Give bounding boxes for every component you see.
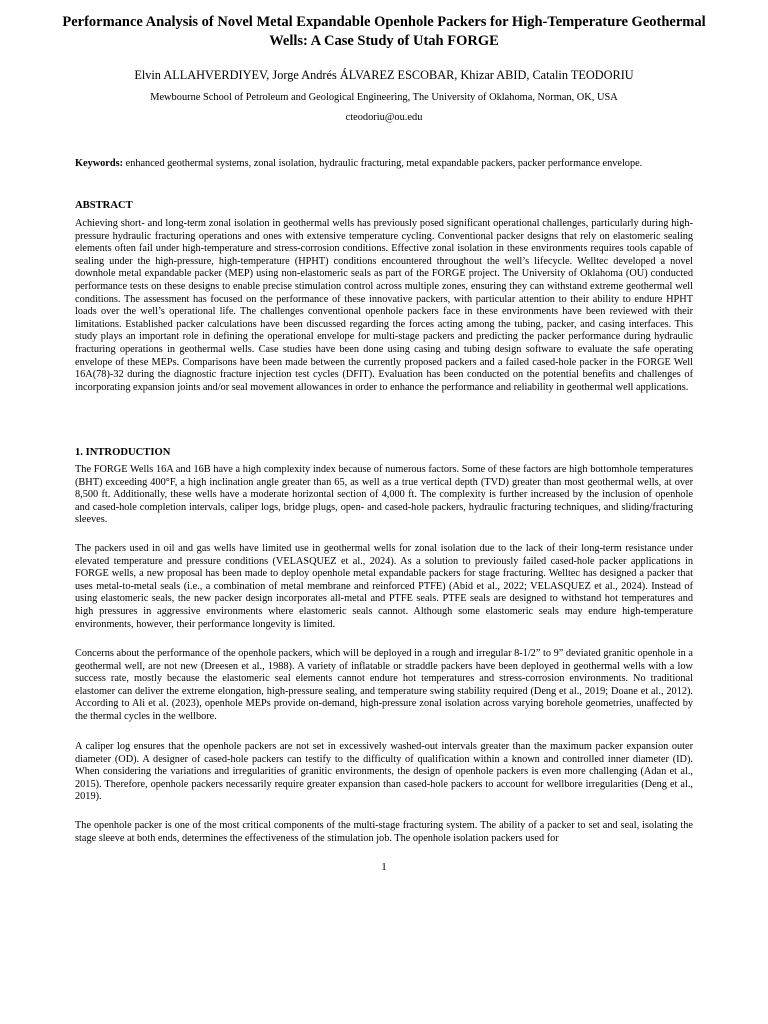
keywords-label: Keywords:: [75, 158, 124, 169]
intro-paragraph-1: The FORGE Wells 16A and 16B have a high complexity index because of numerous factors. Some of these factors are high bottomhole temperatures (BHT) exceeding 400°F, a high inclination angle greater than 65, as well as a true vertical depth (TVD) greater than most geothermal wells, at over 8,500 ft. Additionally, these wells have a moderate horizontal section of 4,000 ft. The complexity is further increased by the inclusion of openhole and cased-hole completion intervals, caliper logs, bridge plugs, open- and cased-hole packers, hydraulic fracturing techniques, and sliding/fracturing sleeves.: [75, 464, 693, 526]
intro-paragraph-3: Concerns about the performance of the openhole packers, which will be deployed in a rough and irregular 8-1/2” to 9” deviated granitic openhole in a geothermal well, are not new (Dreesen et al., 1988). A variety of inflatable or straddle packers have been deployed in geothermal wells with a low success rate, mostly because the elastomeric seal elements cannot endure hot temperatures and stress-corrosion environments. No traditional elastomer can deliver the extreme elongation, high-pressure sealing, and temperature swing stability required (Deng et al., 2019; Doane et al., 2012). According to Ali et al. (2023), openhole MEPs provide on-demand, high-pressure zonal isolation across varying borehole geometries, unaffected by the thermal cycles in the wellbore.: [75, 648, 693, 722]
abstract-paragraph: Achieving short- and long-term zonal isolation in geothermal wells has previously posed significant operational challenges, particularly during high-pressure hydraulic fracturing operations and ones with extensive temperature cycling. Conventional packer designs that rely on elastomeric sealing elements often fail under high-temperature and stress-corrosion conditions. Effective zonal isolation in these environments requires tools capable of sealing under the high-pressure, high-temperature (HPHT) conditions encountered throughout the well’s lifecycle. Welltec developed a novel downhole metal expandable packer (MEP) using non-elastomeric seals as part of the FORGE project. The University of Oklahoma (OU) conducted performance tests on these designs to enable precise stimulation control across multiple zones, ensuring they can withstand extreme geothermal well conditions. The assessment has focused on the performance of these innovative packers, with particular attention to their ability to endure HPHT loads over the well’s operational life. The challenges conventional openhole packers face in these environments have been reviewed with their limitations. Established packer calculations have been discussed regarding the forces acting among the tubing, packer, and casing interfaces. This study plays an important role in defining the operational envelope for multi-stage packers and predicting the packer performance during hydraulic fracturing operations in geothermal wells. Case studies have been done using casing and tubing design software to evaluate the safe operating envelope of these MEPs. Comparisons have been made between the currently proposed packers and a failed cased-hole packer in the FORGE Well 16A(78)-32 during the diagnostic fracture injection test cycles (DFIT). Evaluation has been conducted on the potential benefits and challenges of incorporating expansion joints and/or seal movement allowances in order to enhance the performance and reliability in geothermal well applications.: [75, 218, 693, 393]
author-affiliation: Mewbourne School of Petroleum and Geological Engineering, The University of Oklahoma, Norman, OK, USA: [150, 92, 618, 103]
author-list: Elvin ALLAHVERDIYEV, Jorge Andrés ÁLVAREZ ESCOBAR, Khizar ABID, Catalin TEODORIU: [134, 68, 634, 82]
intro-paragraph-5: The openhole packer is one of the most critical components of the multi-stage fracturing system. The ability of a packer to set and seal, isolating the stage sleeve at both ends, determines the effectiveness of the stimulation job. The openhole isolation packers used for: [75, 820, 693, 844]
page-number: 1: [381, 861, 387, 873]
paper-title: Performance Analysis of Novel Metal Expandable Openhole Packers for High-Temperature Geothermal Wells: A Case Study of Utah FORGE: [62, 14, 706, 49]
introduction-heading: 1. INTRODUCTION: [75, 447, 171, 458]
contact-email: cteodoriu@ou.edu: [345, 112, 423, 123]
keywords-paragraph: [75, 158, 693, 171]
keywords-text: enhanced geothermal systems, zonal isolation, hydraulic fracturing, metal expandable packers, packer performance envelope.: [123, 158, 643, 169]
abstract-heading: ABSTRACT: [75, 200, 133, 211]
intro-paragraph-4: A caliper log ensures that the openhole packers are not set in excessively washed-out intervals greater than the maximum packer expansion outer diameter (OD). A designer of cased-hole packers can testify to the difficulty of qualification within a known and controlled inner diameter (ID). When considering the variations and irregularities of granitic environments, the design of openhole packers is even more challenging (Adan et al., 2015). Therefore, openhole packers necessarily require greater expansion than cased-hole packers to account for wellbore irregularities (Deng et al., 2019).: [75, 741, 693, 803]
intro-paragraph-2: The packers used in oil and gas wells have limited use in geothermal wells for zonal isolation due to the lack of their long-term resistance under elevated temperature and pressure conditions (VELASQUEZ et al., 2024). As a solution to previously failed cased-hole packer applications in FORGE wells, a new proposal has been made to deploy openhole metal expandable packers for stage fracturing. Welltec has designed a packer that uses metal-to-metal seals (i.e., a combination of metal membrane and reinforced PTFE) (Abid et al., 2022; VELASQUEZ et al., 2024). Instead of using elastomeric seals, the new packer design incorporates all-metal and PTFE seals. PTFE seals are designed to withstand hot temperatures and high pressures in aggressive environments where elastomeric seals cannot. Although some elastomeric seals may endure high-temperature environments, however, their performance longevity is limited.: [75, 543, 693, 630]
